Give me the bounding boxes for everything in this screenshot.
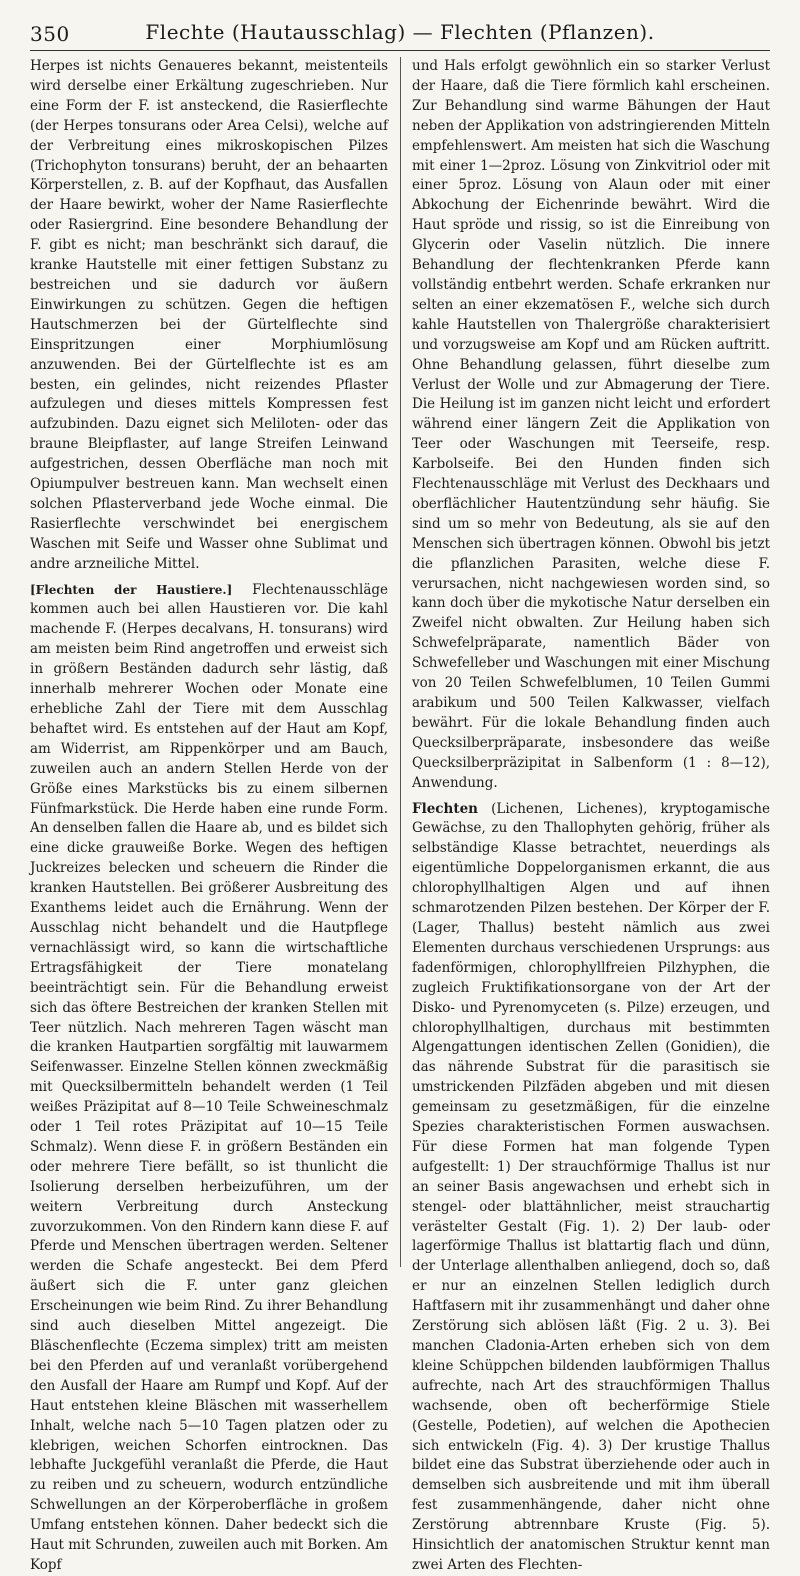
right-column <box>412 57 770 1573</box>
page-header <box>30 10 770 51</box>
left-column <box>30 57 388 1573</box>
paragraph: Herpes ist nichts Genaueres bekannt, meistenteils wird derselbe einer Erkältung zugeschrieben. Nur eine Form der F. ist ansteckend, die Rasierflechte (der Herpes tonsurans oder Area Celsi), welche auf der Verbreitung eines mikroskopischen Pilzes (Trichophyton tonsurans) beruht, der an behaarten Körperstellen, z. B. auf der Kopfhaut, das Ausfallen der Haare bewirkt, woher der Name Rasierflechte oder Rasiergrind. Eine besondere Behandlung der F. gibt es nicht; man beschränkt sich darauf, die kranke Hautstelle mit einer fettigen Substanz zu bestreichen und sie dadurch vor äußern Einwirkungen zu schützen. Gegen die heftigen Hautschmerzen bei der Gürtelflechte sind Einspritzungen einer Morphiumlösung anzuwenden. Bei der Gürtelflechte ist es am besten, ein gelindes, nicht reizendes Pflaster aufzulegen und dieses mittels Kompressen fest aufzubinden. Dazu eignet sich Meliloten- oder das braune Bleipflaster, auf lange Streifen Leinwand aufgestrichen, dessen Oberfläche man noch mit Opiumpulver bestreuen kann. Man wechselt einen solchen Pflasterverband jede Woche einmal. Die Rasierflechte verschwindet bei energischem Waschen mit Seife und Wasser ohne Sublimat und andre arzneiliche Mittel. <box>30 58 388 572</box>
page-number: 350 <box>30 22 70 46</box>
paragraph: und Hals erfolgt gewöhnlich ein so starker Verlust der Haare, daß die Tiere förmlich kahl erscheinen. Zur Behandlung sind warme Bähungen der Haut neben der Applikation von adstringierenden Mitteln empfehlenswert. Am meisten hat sich die Waschung mit einer 1—2proz. Lösung von Zinkvitriol oder mit einer 5proz. Lösung von Alaun oder mit einer Abkochung der Eichenrinde bewährt. Wird die Haut spröde und rissig, so ist die Einreibung von Glycerin oder Vaselin nützlich. Die innere Behandlung der flechtenkranken Pferde kann vollständig entbehrt werden. Schafe erkranken nur selten an einer ekzematösen F., welche sich durch kahle Hautstellen von Thalergröße charakterisiert und vorzugsweise am Kopf und am Rücken auftritt. Ohne Behandlung gelassen, führt dieselbe zum Verlust der Wolle und zur Abmagerung der Tiere. Die Heilung ist im ganzen nicht leicht und erfordert während einer längern Zeit die Applikation von Teer oder Waschungen mit Teerseife, resp. Karbolseife. Bei den Hunden finden sich Flechtenausschläge mit Verlust des Deckhaars und oberflächlicher Hautentzündung sehr häufig. Sie sind um so mehr von Bedeutung, als sie auf den Menschen sich übertragen können. Obwohl bis jetzt die pflanzlichen Parasiten, welche diese F. verursachen, nicht nachgewiesen worden sind, so kann doch über die mykotische Natur derselben ein Zweifel nicht obwalten. Zur Heilung haben sich Schwefelpräparate, namentlich Bäder von Schwefelleber und Waschungen mit einer Mischung von 20 Teilen Schwefelblumen, 10 Teilen Gummi arabikum und 500 Teilen Kalkwasser, vielfach bewährt. Für die lokale Behandlung finden auch Quecksilberpräparate, insbesondere das weiße Quecksilberpräzipitat in Salbenform (1 : 8—12), Anwendung. <box>412 58 770 791</box>
paragraph <box>412 800 770 1576</box>
column-divider <box>400 57 401 1267</box>
paragraph-text: Flechtenausschläge kommen auch bei allen Haustieren vor. Die kahl machende F. (Herpes decalvans, H. tonsurans) wird am meisten beim Rind angetroffen und erweist sich in größern Beständen dadurch sehr lästig, daß innerhalb mehrerer Wochen oder Monate eine erhebliche Zahl der Tiere mit dem Ausschlag behaftet wird. Es entstehen auf der Haut am Kopf, am Widerrist, am Rippenkörper und am Bauch, zuweilen auch an andern Stellen Herde von der Größe eines Markstücks bis zu einem silbernen Fünfmarkstück. Die Herde haben eine runde Form. An denselben fallen die Haare ab, und es bildet sich eine dicke grauweiße Borke. Wegen des heftigen Juckreizes belecken und scheuern die Rinder die kranken Hautstellen. Bei größerer Ausbreitung des Exanthems leidet auch die Ernährung. Wenn der Ausschlag nicht behandelt und die Hautpflege vernachlässigt wird, so kann die wirtschaftliche Ertragsfähigkeit der Tiere monatelang beeinträchtigt sein. Für die Behandlung erweist sich das öftere Bestreichen der kranken Stellen mit Teer nützlich. Nach mehreren Tagen wäscht man die kranken Hautpartien sorgfältig mit lauwarmem Seifenwasser. Einzelne Stellen können zweckmäßig mit Quecksilbermitteln behandelt werden (1 Teil weißes Präzipitat auf 8—10 Teile Schweineschmalz oder 1 Teil rotes Präzipitat auf 10—15 Teile Schmalz). Wenn diese F. in größern Beständen ein oder mehrere Tiere befällt, so ist thunlicht die Isolierung derselben herbeizuführen, um der weitern Verbreitung durch Ansteckung zuvorzukommen. Von den Rindern kann diese F. auf Pferde und Menschen übertragen werden. Seltener werden die Schafe angesteckt. Bei dem Pferd äußert sich die F. unter ganz gleichen Erscheinungen wie beim Rind. Zu ihrer Behandlung sind auch dieselben Mittel angezeigt. Die Bläschenflechte (Eczema simplex) tritt am meisten bei den Pferden auf und veranlaßt vorübergehend den Ausfall der Haare am Rumpf und Kopf. Auf der Haut entstehen kleine Bläschen mit wasserhellem Inhalt, welche nach 5—10 Tagen platzen oder zu klebrigen, weichen Schorfen eintrocknen. Das lebhafte Juckgefühl veranlaßt die Pferde, die Haut zu reiben und zu scheuern, wodurch entzündliche Schwellungen an der Körperoberfläche in großem Umfang entstehen können. Daher bedeckt sich die Haut mit Schrunden, zuweilen auch mit Borken. Am Kopf <box>30 581 388 1573</box>
paragraph-text: (Lichenen, Lichenes), kryptogamische Gewächse, zu den Thallophyten gehörig, früher als selbständige Klasse betrachtet, neuerdings als eigentümliche Doppelorganismen erkannt, die aus chlorophyllhaltigen Algen und auf ihnen schmarotzenden Pilzen bestehen. Der Körper der F. (Lager, Thallus) besteht nämlich aus zwei Elementen durchaus verschiedenen Ursprungs: aus fadenförmigen, chlorophyllfreien Pilzhyphen, die zugleich Fruktifikationsorgane von der Art der Disko- und Pyrenomyceten (s. Pilze) erzeugen, und chlorophyllhaltigen, durchaus mit bestimmten Algengattungen identischen Zellen (Gonidien), die das nährende Substrat für die parasitisch sie umstrickenden Pilzfäden abgeben und mit diesen gemeinsam zu gesetzmäßigen, für die einzelne Spezies charakteristischen Formen auswachsen. Für diese Formen hat man folgende Typen aufgestellt: 1) Der strauchförmige Thallus ist nur an seiner Basis angewachsen und erhebt sich in stengel- oder blattähnlicher, meist strauchartig verästelter Gestalt (Fig. 1). 2) Der laub- oder lagerförmige Thallus ist blattartig flach und dünn, der Unterlage allenthalben anliegend, doch so, daß er nur an einzelnen Stellen lediglich durch Haftfasern mit ihr zusammenhängt und daher ohne Zerstörung sich ablösen läßt (Fig. 2 u. 3). Bei manchen Cladonia-Arten erheben sich von dem kleine Schüppchen bildenden laubförmigen Thallus aufrechte, nach Art des strauchförmigen Thallus wachsende, oben oft becherförmige Stiele (Gestelle, Podetien), auf welchen die Apothecien sich entwickeln (Fig. 4). 3) Der krustige Thallus bildet eine das Substrat überziehende oder auch in demselben sich ausbreitende und mit ihm überall fest zusammenhängende, daher nicht ohne Zerstörung abtrennbare Kruste (Fig. 5). Hinsichtlich der anatomischen Struktur kennt man zwei Arten des Flechten- <box>412 800 770 1573</box>
entry-heading: Flechten <box>412 800 478 817</box>
paragraph <box>30 581 388 1576</box>
text-columns <box>30 57 770 1573</box>
running-title: Flechte (Hautausschlag) — Flechten (Pflanzen). <box>145 20 655 44</box>
section-heading: [Flechten der Haustiere.] <box>30 582 233 597</box>
